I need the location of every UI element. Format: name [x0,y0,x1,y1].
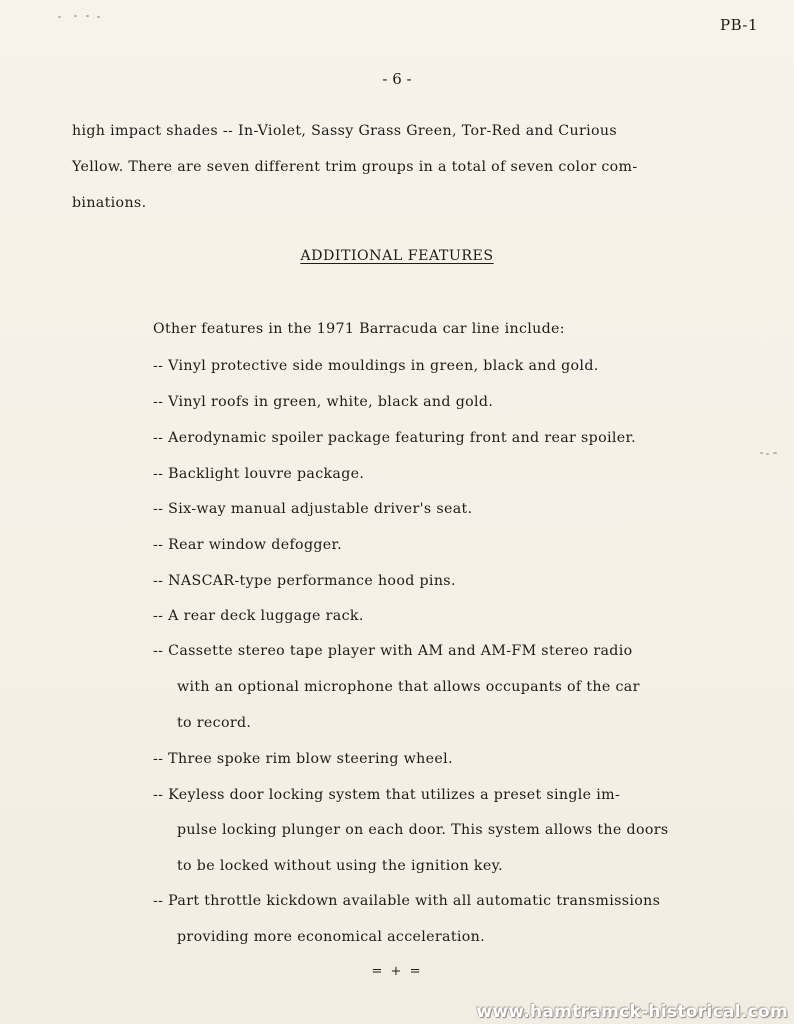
feature-item-continuation: pulse locking plunger on each door. This system allows the doors [177,822,669,838]
page-number: - 6 - [382,70,412,88]
paragraph-line: binations. [72,195,147,211]
scan-speck [760,452,763,454]
feature-item: -- Aerodynamic spoiler package featuring front and rear spoiler. [153,430,636,446]
scan-speck [58,16,61,18]
scan-speck [86,15,89,17]
paragraph-line: high impact shades -- In-Violet, Sassy Grass Green, Tor-Red and Curious [72,123,617,139]
feature-item-continuation: to record. [177,715,252,731]
scan-speck [74,15,77,17]
feature-item: -- NASCAR-type performance hood pins. [153,573,456,589]
feature-item: -- Six-way manual adjustable driver's seat. [153,501,473,517]
section-heading [0,248,794,264]
section-heading-text: ADDITIONAL FEATURES [300,248,494,264]
feature-item: -- Cassette stereo tape player with AM and AM-FM stereo radio [153,643,633,659]
feature-item-continuation: to be locked without using the ignition key. [177,858,503,874]
feature-item: -- Backlight louvre package. [153,466,365,482]
feature-item: -- Three spoke rim blow steering wheel. [153,751,453,767]
document-id: PB-1 [719,16,758,34]
scan-speck [773,452,777,454]
scan-speck [766,453,769,455]
scan-speck [97,16,100,18]
feature-item: -- Part throttle kickdown available with all automatic transmissions [153,893,661,909]
features-intro: Other features in the 1971 Barracuda car line include: [153,321,565,337]
paragraph-line: Yellow. There are seven different trim groups in a total of seven color com- [72,159,638,175]
feature-item-continuation: providing more economical acceleration. [177,929,485,945]
feature-item: -- Vinyl protective side mouldings in green, black and gold. [153,358,599,374]
watermark: www.hamtramck-historical.com [476,1002,788,1022]
feature-item-continuation: with an optional microphone that allows occupants of the car [177,679,640,695]
feature-item: -- Vinyl roofs in green, white, black and gold. [153,394,494,410]
end-mark: = + = [371,964,423,979]
feature-item: -- Keyless door locking system that utilizes a preset single im- [153,787,621,803]
feature-item: -- A rear deck luggage rack. [153,608,364,624]
feature-item: -- Rear window defogger. [153,537,342,553]
